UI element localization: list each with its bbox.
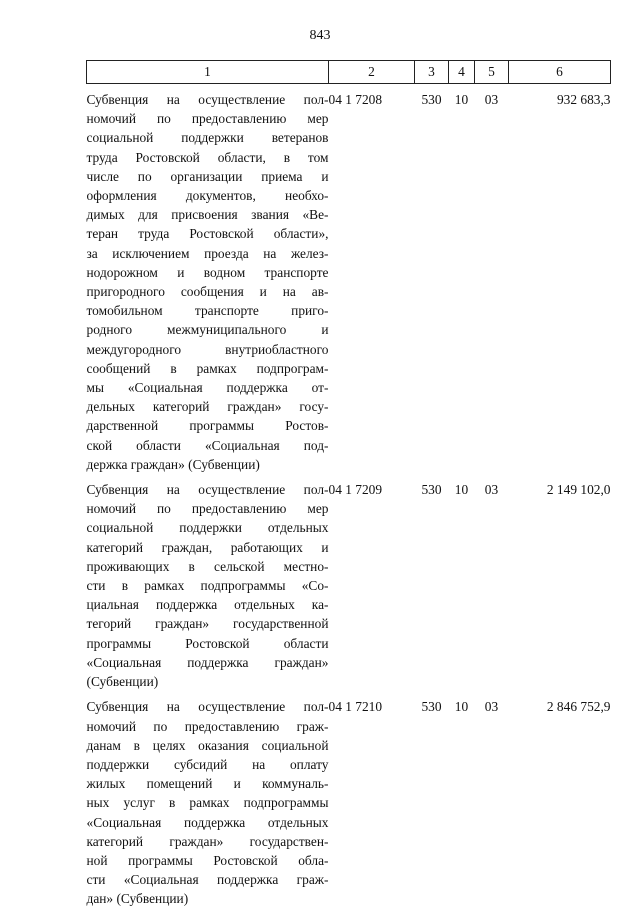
description-line: номочий по предоставлению мер [86, 501, 329, 517]
description-line: за исключением проезда на желез- [86, 245, 329, 261]
description-line: (Субвенции) [86, 674, 159, 690]
description-line: томобильном транспорте приго- [86, 303, 329, 319]
description-line: ной программы Ростовской обла- [86, 852, 329, 868]
description-line: категорий граждан» государствен- [86, 833, 329, 849]
description-line: «Социальная поддержка отдельных [86, 814, 329, 830]
description-line: оформления документов, необхо- [86, 188, 329, 204]
description-line: поддержки субсидий на оплату [86, 756, 329, 772]
description-line: сти в рамках подпрограммы «Со- [86, 578, 329, 594]
description-line: труда Ростовской области, в том [86, 149, 329, 165]
description-line: междугородного внутриобластного [86, 341, 329, 357]
description-line: числе по организации приема и [86, 168, 329, 184]
description-line: держка граждан» (Субвенции) [86, 456, 260, 472]
description-line: ской области «Социальная под- [86, 437, 329, 453]
header-col-6: 6 [509, 61, 611, 84]
row-col-3: 530 [421, 482, 442, 498]
table-row [87, 691, 611, 908]
header-col-1: 1 [87, 61, 329, 84]
row-col-4: 10 [454, 92, 469, 107]
page-number: 843 [309, 28, 331, 43]
description-line: номочий по предоставлению граж- [86, 718, 329, 734]
row-description [87, 84, 329, 475]
description-line: мы «Социальная поддержка от- [86, 380, 329, 396]
description-line: Субвенция на осуществление пол- [86, 699, 329, 715]
row-code: 04 1 7210 [328, 699, 383, 715]
description-line: димых для присвоения звания «Ве- [86, 207, 329, 223]
row-col-5: 03 [484, 92, 499, 107]
row-amount: 932 683,3 [556, 92, 611, 107]
description-line: категорий граждан, работающих и [86, 539, 329, 555]
description-line: дельных категорий граждан» госу- [86, 399, 329, 415]
budget-table [86, 60, 611, 909]
description-line: данам в целях оказания социальной [86, 737, 329, 753]
row-col-4: 10 [454, 482, 469, 498]
description-line: «Социальная поддержка граждан» [86, 654, 329, 670]
row-amount: 2 149 102,0 [546, 482, 611, 498]
header-col-3: 3 [415, 61, 449, 84]
description-line: сообщений в рамках подпрограм- [86, 360, 329, 376]
description-line: циальная поддержка отдельных ка- [86, 597, 329, 613]
description-line: пригородного сообщения и на ав- [86, 284, 329, 300]
row-code: 04 1 7209 [328, 482, 383, 498]
row-code: 04 1 7208 [328, 92, 383, 107]
description-line: дан» (Субвенции) [86, 891, 189, 907]
description-line: родного межмуниципального и [86, 322, 329, 338]
description-line: проживающих в сельской местно- [86, 558, 329, 574]
row-description [87, 691, 329, 908]
header-col-5: 5 [475, 61, 509, 84]
description-line: номочий по предоставлению мер [86, 111, 329, 127]
row-col-3: 530 [421, 699, 442, 715]
header-col-2: 2 [329, 61, 415, 84]
description-line: Субвенция на осуществление пол- [86, 92, 329, 107]
row-description [87, 474, 329, 691]
row-col-4: 10 [454, 699, 469, 715]
row-col-3: 530 [421, 92, 442, 107]
header-col-4: 4 [449, 61, 475, 84]
description-line: социальной поддержки отдельных [86, 520, 329, 536]
description-line: ных услуг в рамках подпрограммы [86, 795, 329, 811]
description-line: жилых помещений и коммуналь- [86, 776, 329, 792]
description-line: программы Ростовской области [86, 635, 329, 651]
description-line: теран труда Ростовской области», [86, 226, 329, 242]
table-row [87, 474, 611, 691]
description-line: Субвенция на осуществление пол- [86, 482, 329, 498]
description-line: тегорий граждан» государственной [86, 616, 329, 632]
table-row [87, 84, 611, 475]
description-line: нодорожном и водном транспорте [86, 264, 329, 280]
row-col-5: 03 [484, 699, 499, 715]
row-amount: 2 846 752,9 [546, 699, 611, 715]
description-line: сти «Социальная поддержка граж- [86, 872, 329, 888]
description-line: социальной поддержки ветеранов [86, 130, 329, 146]
row-col-5: 03 [484, 482, 499, 498]
description-line: дарственной программы Ростов- [86, 418, 329, 434]
table-header-row [87, 61, 611, 84]
